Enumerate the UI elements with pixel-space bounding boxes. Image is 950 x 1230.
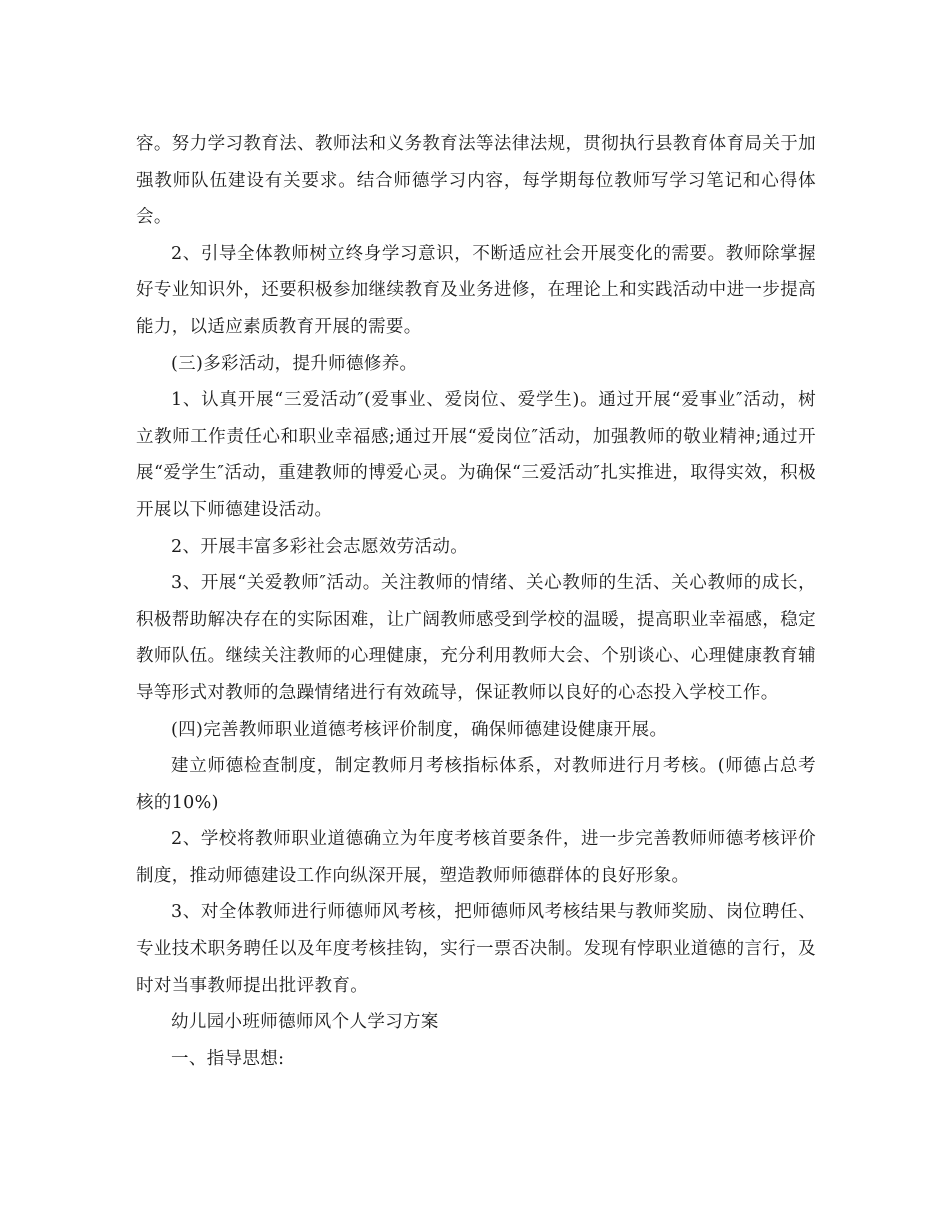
document-subtitle: 幼儿园小班师德师风个人学习方案: [171, 1012, 439, 1033]
paragraph-veto-system: 3、对全体教师进行师德师风考核，把师德师风考核结果与教师奖励、岗位聘任、专业技术职务聘任以及年度考核挂钩，实行一票否决制。发现有悖职业道德的言行，及时对当事教师提出批评教育。: [136, 902, 816, 996]
paragraph-three-loves: 1、认真开展“三爱活动″(爱事业、爱岗位、爱学生)。通过开展“爱事业″活动，树立教师工作责任心和职业幸福感;通过开展“爱岗位″活动，加强教师的敬业精神;通过开展“爱学生″活动，重建教师的博爱心灵。为确保“三爱活动″扎实推进，取得实效，积极开展以下师德建设活动。: [136, 390, 816, 520]
section-heading-guiding-thought: 一、指导思想:: [171, 1048, 285, 1069]
section-heading-evaluation: (四)完善教师职业道德考核评价制度，确保师德建设健康开展。: [171, 719, 668, 740]
paragraph-lifelong-learning: 2、引导全体教师树立终身学习意识，不断适应社会开展变化的需要。教师除掌握好专业知识外，还要积极参加继续教育及业务进修，在理论上和实践活动中进一步提高能力，以适应素质教育开展的需要。: [136, 243, 816, 337]
paragraph-annual-assessment: 2、学校将教师职业道德确立为年度考核首要条件，进一步完善教师师德考核评价制度，推动师德建设工作向纵深开展，塑造教师师德群体的良好形象。: [136, 829, 816, 886]
paragraph-continuation: 容。努力学习教育法、教师法和义务教育法等法律法规，贯彻执行县教育体育局关于加强教师队伍建设有关要求。结合师德学习内容，每学期每位教师写学习笔记和心得体会。: [136, 134, 816, 228]
paragraph-inspection-system: 建立师德检查制度，制定教师月考核指标体系，对教师进行月考核。(师德占总考核的10%): [136, 756, 816, 813]
section-heading-activities: (三)多彩活动，提升师德修养。: [171, 353, 418, 374]
document-body: [136, 126, 816, 1077]
paragraph-volunteer: 2、开展丰富多彩社会志愿效劳活动。: [171, 536, 469, 557]
paragraph-care-teachers: 3、开展“关爱教师″活动。关注教师的情绪、关心教师的生活、关心教师的成长，积极帮助解决存在的实际困难，让广阔教师感受到学校的温暖，提高职业幸福感，稳定教师队伍。继续关注教师的心理健康，充分利用教师大会、个别谈心、心理健康教育辅导等形式对教师的急躁情绪进行有效疏导，保证教师以良好的心态投入学校工作。: [136, 573, 816, 703]
